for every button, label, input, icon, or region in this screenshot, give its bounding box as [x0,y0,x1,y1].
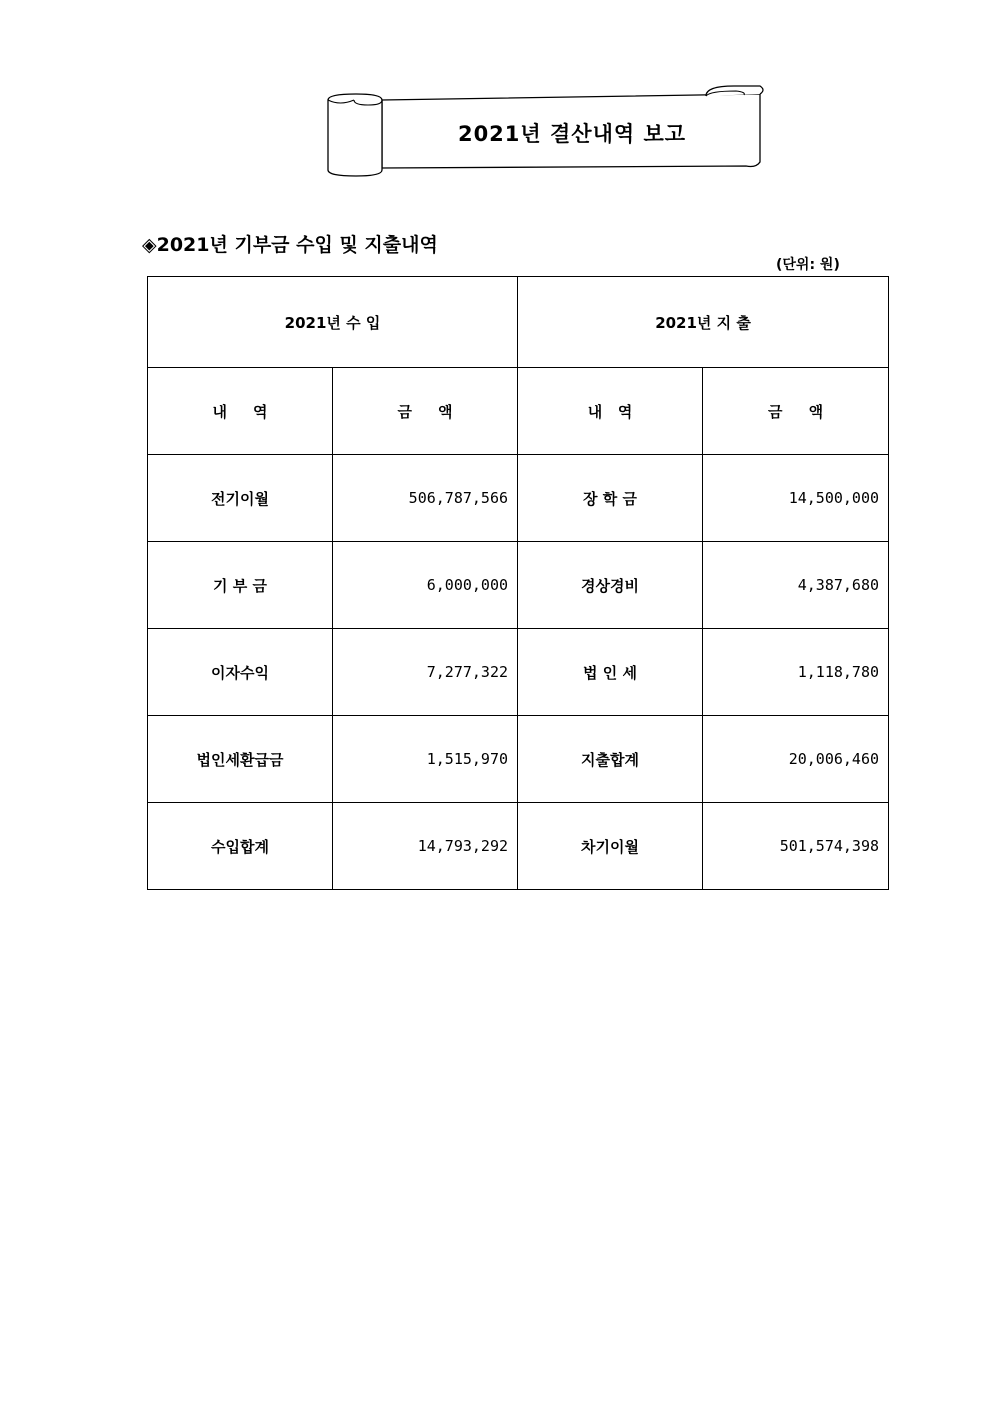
income-amount: 1,515,970 [333,716,518,803]
expense-amount-header: 금 액 [703,368,889,455]
title-banner [326,84,766,180]
table-row [148,803,889,890]
income-item: 이자수익 [148,629,333,716]
expense-item: 장 학 금 [518,455,703,542]
expense-item: 차기이월 [518,803,703,890]
expense-header: 2021년 지 출 [518,277,889,368]
income-item: 수입합계 [148,803,333,890]
table-row [148,629,889,716]
income-amount: 7,277,322 [333,629,518,716]
expense-item: 법 인 세 [518,629,703,716]
expense-item: 경상경비 [518,542,703,629]
report-table [147,276,889,890]
expense-amount: 20,006,460 [703,716,889,803]
income-header: 2021년 수 입 [148,277,518,368]
expense-item-header: 내 역 [518,368,703,455]
income-item: 전기이월 [148,455,333,542]
page-title: 2021년 결산내역 보고 [457,122,687,146]
expense-amount: 501,574,398 [703,803,889,890]
section-title: ◈2021년 기부금 수입 및 지출내역 [142,234,438,256]
income-amount: 6,000,000 [333,542,518,629]
income-amount-header: 금 액 [333,368,518,455]
income-amount: 14,793,292 [333,803,518,890]
income-item: 법인세환급금 [148,716,333,803]
income-item-header: 내 역 [148,368,333,455]
expense-amount: 4,387,680 [703,542,889,629]
table-row [148,542,889,629]
expense-amount: 14,500,000 [703,455,889,542]
table-row [148,716,889,803]
table-row [148,455,889,542]
income-item: 기 부 금 [148,542,333,629]
income-amount: 506,787,566 [333,455,518,542]
expense-item: 지출합계 [518,716,703,803]
unit-label: (단위: 원) [776,257,840,273]
expense-amount: 1,118,780 [703,629,889,716]
